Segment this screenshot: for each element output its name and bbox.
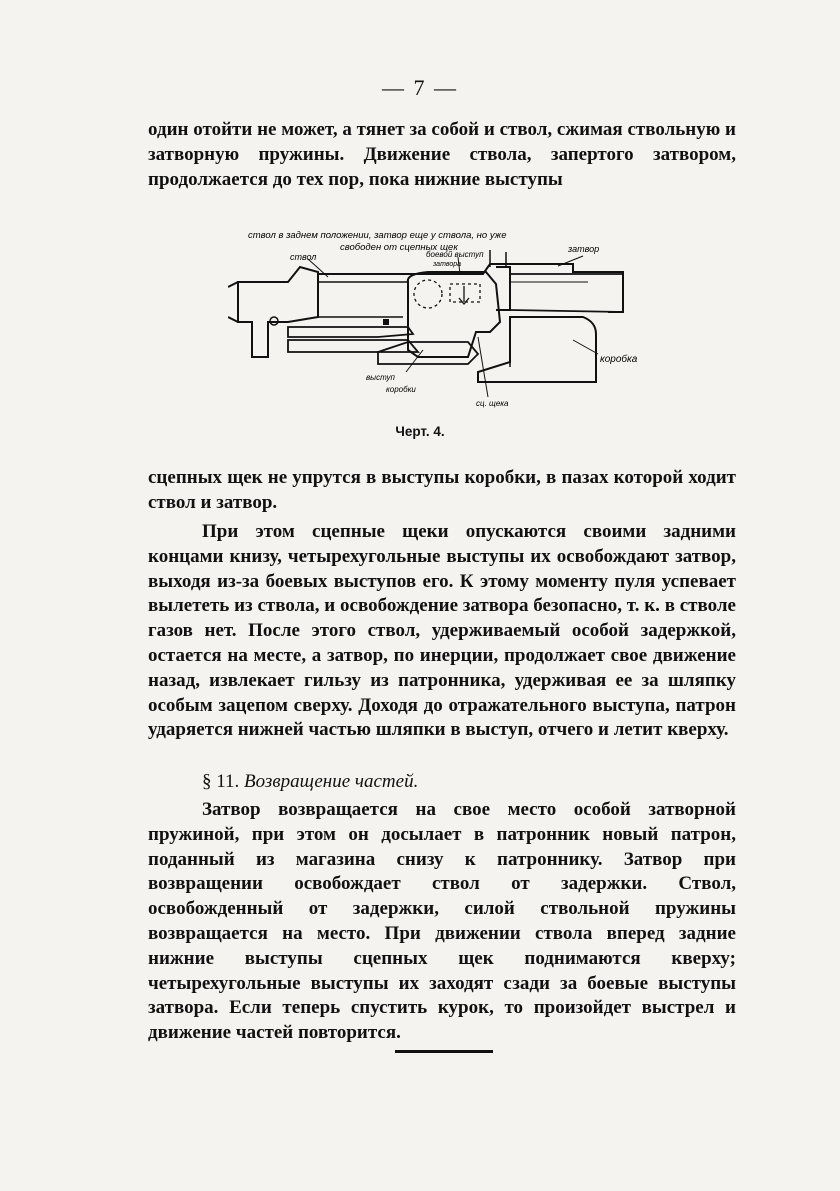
section-number: § 11. <box>202 771 240 792</box>
label-korobka: коробка <box>600 354 638 365</box>
figure-drawing <box>228 222 648 412</box>
page-number: — 7 — <box>382 75 458 100</box>
paragraph-4: Затвор возвращается на свое место особой затворной пружиной, при этом он досылает в патронник новый патрон, поданный из магазина снизу к патроннику. Затвор при возвращении освобождает ствол от задержки. Ствол, освобожденный от задержки, силой ствольной пружины возвращается на место. При движении ствола вперед задние нижние выступы сцепных щек поднимаются кверху; четырехугольные выступы их заходят сзади за боевые выступы затвора. Если теперь спустить курок, то произойдет выстрел и движение частей повторится. <box>148 799 736 1044</box>
section-title: Возвращение частей. <box>244 771 419 792</box>
barrel-shape <box>238 267 318 357</box>
end-rule <box>395 1050 493 1053</box>
bolt-block <box>408 272 500 357</box>
label-vystup: выступ <box>366 373 395 382</box>
label-zatvora: затвора <box>433 261 462 268</box>
figure-caption: Черт. 4. <box>395 424 445 439</box>
label-zatvor: затвор <box>568 244 600 254</box>
bolt-circle <box>414 280 442 308</box>
figure-note-line2: свободен от сцепных щек <box>340 242 458 253</box>
paragraph-1: один отойти не может, а тянет за собой и ствол, сжимая ствольную и затворную пружины. Движение ствола, запертого затвором, продолжается до тех пор, пока нижние выступы <box>148 119 736 190</box>
cheek-shape <box>378 342 478 364</box>
figure-note-line1: ствол в заднем положении, затвор еще у ствола, но уже <box>248 230 507 241</box>
label-korobki: коробки <box>386 385 416 394</box>
section-heading <box>202 770 418 794</box>
label-boevoy: боевой выступ <box>426 250 484 259</box>
label-scheka: сц. щека <box>476 399 509 408</box>
paragraph-2: сцепных щек не упрутся в выступы коробки, в пазах которой ходит ствол и затвор. <box>148 467 736 513</box>
lower-bar <box>288 327 413 337</box>
label-stvol: ствол <box>290 252 317 262</box>
paragraph-3: При этом сцепные щеки опускаются своими задними концами книзу, четырехугольные выступы их освобождают затвор, выходя из-за боевых выступов его. К этому моменту пуля успевает вылететь из ствола, и освобождение затвора безопасно, т. к. в стволе газов нет. После этого ствол, удерживаемый особой задержкой, остается на месте, а затвор, по инерции, продолжает свое движение назад, извлекает гильзу из патронника, удерживая ее за шляпку особым зацепом сверху. Доходя до отражательного выступа, патрон ударяется нижней частью шляпки в выступ, отчего и летит кверху. <box>148 521 736 741</box>
mechanism-diagram <box>228 222 648 412</box>
